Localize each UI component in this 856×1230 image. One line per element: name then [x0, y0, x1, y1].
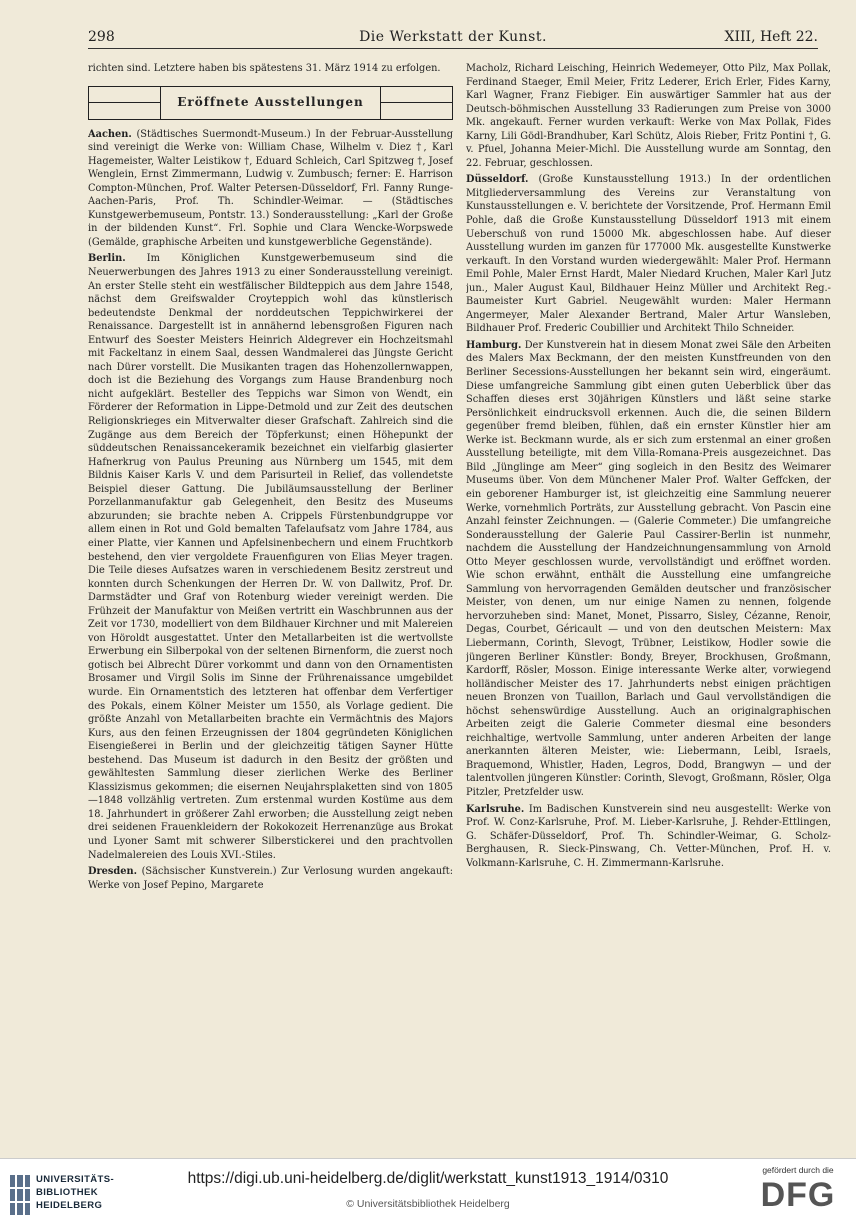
entry-duesseldorf: [466, 173, 831, 336]
city-hamburg: Hamburg.: [466, 339, 522, 351]
city-karlsruhe: Karlsruhe.: [466, 803, 525, 815]
left-column: [88, 62, 453, 1148]
text-karlsruhe: Im Badischen Kunstverein sind neu ausgestellt: Werke von Prof. W. Conz-Karlsruhe, Prof. M. Lieber-Karlsruhe, J. Rehder-Ettlingen, G. Schäfer-Düsseldorf, Prof. Th. Schindler-Weimar, G. Scholz-Berghausen, R. Sieck-Pinswang, Ch. Vetter-München, Prof. H. v. Volkmann-Karlsruhe, C. H. Zimmermann-Karlsruhe.: [466, 803, 831, 869]
funded-by-label: gefördert durch die: [762, 1165, 834, 1175]
entry-aachen: [88, 128, 453, 250]
entry-berlin: [88, 252, 453, 862]
entry-hamburg: [466, 339, 831, 800]
library-name: UNIVERSITÄTS- BIBLIOTHEK HEIDELBERG: [36, 1174, 115, 1211]
page-number: 298: [88, 29, 115, 45]
entry-dresden: [88, 865, 453, 892]
text-hamburg: Der Kunstverein hat in diesem Monat zwei Säle den Arbeiten des Malers Max Beckmann, der den meisten Kunstfreunden von den Berliner Secessions-Ausstellungen her bekannt sein wird, eingeräumt. Diese umfangreiche Sammlung gibt einen guten Ueberblick über das Schaffen dieses erst 30jährigen Künstlers und läßt seine starke Persönlichkeit eindrucksvoll erkennen. Auch die, die seinen Bildern gegenüber fremd bleiben, fühlen, daß ein ernster Künstler hier am Werke ist. Beckmann wurde, als er sich zum erstenmal an einer großen Ausstellung beteiligte, mit dem Villa-Romana-Preis ausgezeichnet. Das Bild „Jünglinge am Meer“ ging sogleich in den Besitz des Weimarer Museums über. Von dem Münchener Maler Prof. Walter Geffcken, der ein geborener Hamburger ist, ist gleichzeitig eine Sammlung neuerer Werke, vornehmlich Porträts, zur Ausstellung gebracht. Von Pascin eine Anzahl feinster Zeichnungen. — (Galerie Commeter.) Die umfangreiche Sonderausstellung der Galerie Paul Cassirer-Berlin ist nunmehr, nachdem die Ausstellung der Handzeichnungensammlung von Arnold Otto Meyer geschlossen wurde, vervollständigt und eröffnet worden. Wie schon erwähnt, enthält die Ausstellung eine umfangreiche Sammlung von hervorragenden Gemälden deutscher und französischer Meister, von denen, um nur einige Namen zu nennen, folgende hervorzuheben sind: Manet, Monet, Pissarro, Sisley, Cézanne, Renoir, Degas, Courbet, Géricault — und von den deutschen Meistern: Max Liebermann, Corinth, Slevogt, Trübner, Leistikow, Hodler sowie die jüngeren Berliner Künstler: Bondy, Breyer, Brockhusen, Großmann, Kardorff, Rösler, Mosson. Einige interessante Werke alter, vorwiegend holländischer Meister des 17. Jahrhunderts nebst einigen prächtigen neuen Bronzen von Tuaillon, Barlach und Gaul vervollständigen die höchst sehenswürdige Ausstellung. Auch an originalgraphischen Arbeiten zeigt die Galerie Commeter diesmal eine besonders reichhaltige, wertvolle Sammlung, unter anderen Arbeiten der lange anerkannten älteren Meister, wie: Liebermann, Leibl, Israels, Braquemond, Whistler, Haden, Legros, Dodd, Brangwyn — und der talentvollen jüngeren Künstler: Corinth, Slevogt, Großmann, Rösler, Olga Pitzler, Pretzfelder usw.: [466, 339, 831, 798]
city-dresden: Dresden.: [88, 866, 138, 878]
entry-karlsruhe: [466, 803, 831, 871]
text-berlin: Im Königlichen Kunstgewerbemuseum sind die Neuerwerbungen des Jahres 1913 zu einer Sonderausstellung vereinigt. An erster Stelle steht ein westfälischer Bildteppich aus dem Jahre 1548, nächst dem Greifswalder Croyteppich wohl das künstlerisch bedeutendste Denkmal der norddeutschen Teppichwirkerei der Renaissance. Dargestellt ist in annähernd lebensgroßen Figuren nach Entwurf des Soester Meisters Heinrich Aldegrever ein Hochzeitsmahl mit Fackeltanz in einem Saal, dessen Wandmalerei das Jüngste Gericht nach Dürer vorstellt. Die Musikanten tragen das Hohenzollernwappen, doch ist die Beziehung des Vorgangs zum Hause Brandenburg noch nicht aufgeklärt. Besteller des Teppichs war Simon von Wendt, ein Förderer der Reformation in Lippe-Detmold und zur Zeit des deutschen Religionskrieges ein Mitverwalter dieser Grafschaft. Zahlreich sind die Zugänge aus dem Bereich der Töpferkunst; einen Höhepunkt der süddeutschen Renaissancekeramik bezeichnet ein vielfarbig glasierter Hafnerkrug von Paulus Preuning aus Nürnberg um 1545, mit dem Bildnis Kaiser Karls V. und dem Parisurteil in Relief, das vollendetste Beispiel dieser Gattung. Die Jubiläumsausstellung der Berliner Porzellanmanufaktur gab Gelegenheit, den Besitz des Museums abzurunden; sie brachte neben A. Crippels Fürstenbundgruppe vor allem einen in Rot und Gold bemalten Tafelaufsatz vom Jahre 1784, aus einer Platte, vier Kannen und Apfelsinenbechern und einem Fruchtkorb bestehend, den vier vergoldete Frauenfiguren von Elias Meyer tragen. Die Teile dieses Aufsatzes waren in verschiedenem Besitz zerstreut und konnten durch Schenkungen der Herren Dr. W. von Dallwitz, Prof. Dr. Darmstädter und Graf von Rotenburg wieder vereinigt werden. Die Frühzeit der Manufaktur von Meißen vertritt ein Waschbrunnen aus der Zeit vor 1730, modelliert von dem Bildhauer Kirchner und mit Malereien von Höroldt ausgestattet. Unter den Metallarbeiten ist die wertvollste Erwerbung ein Silberpokal von der seltenen Birnenform, die zuerst noch gotisch bei Albrecht Dürer vorkommt und dann von den Ornamentisten Brosamer und Virgil Solis im Sinne der Frührenaissance umgebildet wurde. Ein Ornamentstich des letzteren hat offenbar dem Verfertiger des Pokals, einem Kölner Meister um 1550, als Vorlage gedient. Die größte Anzahl von Metallarbeiten brachte ein Vermächtnis des Majors Kurs, aus den feinen Erzeugnissen der 1804 gegründeten Königlichen Eisengießerei in Berlin und der gleichzeitig tätigen Sayner Hütte bestehend. Das Museum ist dadurch in den Besitz der größten und gewähltesten Sammlung dieser zierlichen Werke des Berliner Klassizismus gekommen; die eisernen Neujahrsplaketten sind von 1805—1848 vollzählig vertreten. Zum erstenmal wurden Kostüme aus dem 18. Jahrhundert in größerer Zahl erworben; die Ausstellung zeigt neben drei seidenen Frauenkleidern der Rokokozeit Herrenanzüge aus Brokat und Lyoner Samt mit schwerer Silberstickerei und den prachtvollen Nadelmalereien des Louis XVI.-Stiles.: [88, 253, 453, 861]
text-duesseldorf: (Große Kunstausstellung 1913.) In der ordentlichen Mitgliederversammlung des Vereins zur Veranstaltung von Kunstausstellungen e. V. berichtete der Vorsitzende, Prof. Hermann Emil Pohle, daß die Große Kunstausstellung Düsseldorf 1913 mit einem Ueberschuß von rund 15000 Mk. abgeschlossen habe. Auf dieser Ausstellung wurden im ganzen für 177000 Mk. ausgestellte Kunstwerke verkauft. In den Vorstand wurden wiedergewählt: Maler Prof. Hermann Emil Pohle, Maler Ernst Hardt, Maler Niedard Kruchen, Maler Karl Jutz jun., Maler August Kaul, Bildhauer Heinz Müller und Architekt Reg.-Baumeister Kurt Gabriel. Neugewählt wurden: Maler Hermann Angermeyer, Maler Alexander Bertrand, Maler Artur Wansleben, Bildhauer Prof. Frederic Coubillier und Architekt Thilo Schneider.: [466, 174, 831, 335]
copyright-notice: © Universitätsbibliothek Heidelberg: [346, 1198, 510, 1210]
journal-title: Die Werkstatt der Kunst.: [359, 29, 547, 45]
text-aachen: (Städtisches Suermondt-Museum.) In der Februar-Ausstellung sind vereinigt die Werke von: William Chase, Wilhelm v. Diez †, Karl Hagemeister, Walter Leistikow †, Eduard Schleich, Carl Spitzweg †, Josef Wenglein, Ernst Zimmermann, Ludwig v. Zumbusch; ferner: E. Harrison Compton-München, Prof. Walter Petersen-Düsseldorf, Frl. Fanny Runge-Aachen-Paris, Prof. Th. Schindler-Weimar. — (Städtisches Kunstgewerbemuseum, Pontstr. 13.) Sonderausstellung: „Karl der Große in der bildenden Kunst“. Frl. Sophie und Clara Wencke-Worpswede (Gemälde, graphische Arbeiten und kunstgewerbliche Gegenstände).: [88, 128, 453, 248]
right-column: [466, 62, 831, 1148]
section-banner: [88, 86, 453, 120]
permalink-url[interactable]: https://digi.ub.uni-heidelberg.de/diglit/werkstatt_kunst1913_1914/0310: [187, 1170, 669, 1187]
text-dresden: (Sächsischer Kunstverein.) Zur Verlosung wurden angekauft: Werke von Josef Pepino, Margarete: [88, 866, 453, 891]
paragraph-intro: richten sind. Letztere haben bis spätestens 31. März 1914 zu erfolgen.: [88, 63, 441, 74]
viewer-footer: [0, 1158, 856, 1230]
paragraph-continuation: Macholz, Richard Leisching, Heinrich Wedemeyer, Otto Pilz, Max Pollak, Ferdinand Staeger, Emil Meier, Fritz Lederer, Erich Erler, Fides Karny, Karl Wagner, Franz Fiebiger. Ein auswärtiger Sammler hat aus der Deutsch-böhmischen Ausstellung 33 Radierungen zum Preise von 3000 Mk. angekauft. Ferner wurden verkauft: Werke von Max Pollak, Fides Karny, Lili Gödl-Brandhuber, Karl Schütz, Alois Rieber, Fritz Pontini †, G. v. Pfuel, Johanna Meier-Michl. Die Ausstellung wurde am Sonntag, den 22. Februar, geschlossen.: [466, 63, 831, 169]
city-duesseldorf: Düsseldorf.: [466, 174, 529, 186]
section-title: Eröffnete Ausstellungen: [177, 94, 364, 109]
dfg-wordmark: DFG: [760, 1176, 836, 1214]
city-berlin: Berlin.: [88, 253, 126, 265]
issue-label: XIII, Heft 22.: [724, 29, 818, 45]
dfg-logo[interactable]: [752, 1165, 844, 1225]
page-header: [88, 26, 818, 49]
city-aachen: Aachen.: [88, 128, 132, 140]
